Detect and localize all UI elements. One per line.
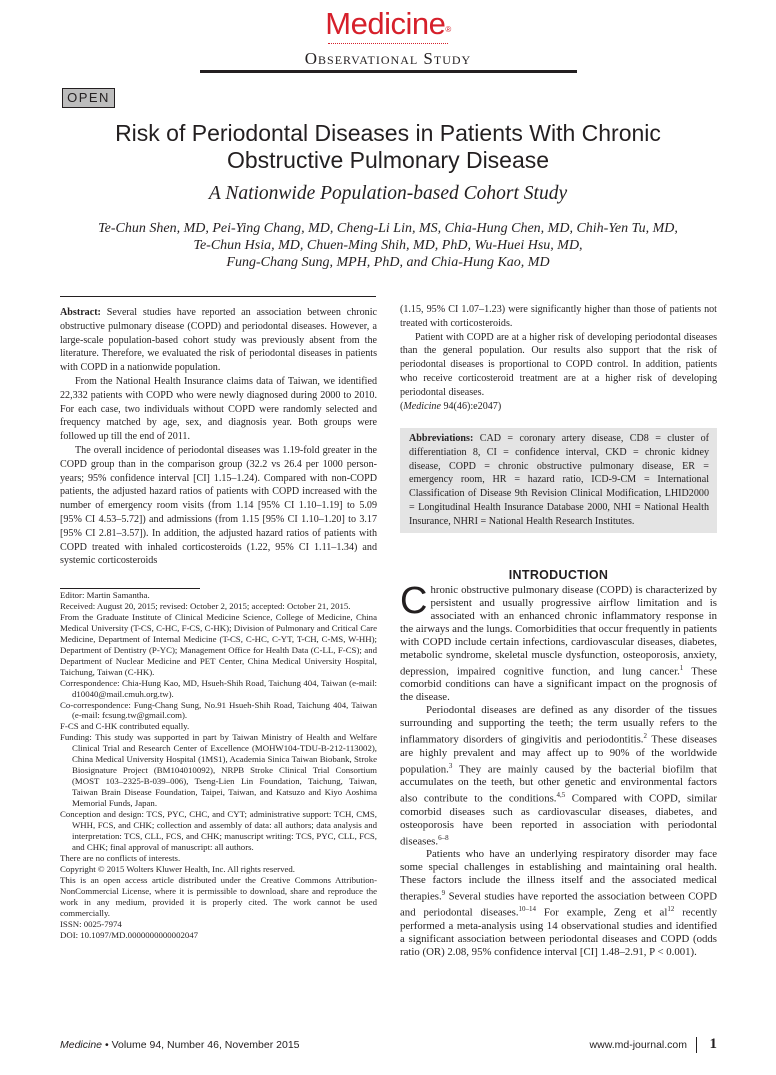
- intro-paragraph: Chronic obstructive pulmonary disease (COPD) is characterized by persistent and usually progressive airflow limitation and is associated with an enhanced chronic inflammatory response in the airways and the lungs. Comorbidities that occur frequently in patients with COPD include certain infections, cardiovascular diseases, diabetes, metabolic syndrome, skeletal muscle dysfunction, osteoporosis, anxiety, depression, impaired cognitive function, and lung cancer.$^1$ These comorbid conditions can have a significant impact on the prognosis of the disease.: [400, 580, 717, 704]
- section-rule: [200, 70, 577, 73]
- footnote-received: Received: August 20, 2015; revised: October 2, 2015; accepted: October 21, 2015.: [60, 600, 351, 611]
- footnote-rule: [60, 588, 200, 589]
- article-subtitle: A Nationwide Population-based Cohort Study: [208, 183, 568, 204]
- reference-marker: 4,5: [556, 791, 566, 800]
- journal-name: Medicine: [325, 6, 446, 41]
- author-line: Fung-Chang Sung, MPH, PhD, and Chia-Hung Kao, MD: [226, 255, 550, 270]
- intro-paragraph: Patients who have an underlying respiratory disorder may face some special challenges in establishing and maintaining oral health. These factors include the illness itself and the associated medical therapies.$^9$ Several studies have reported the association between COPD and periodontal diseases.$^{10-14}$ For example, Zeng et al$^{12}$ recently performed a meta-analysis using 14 observational studies and identified a significant association between periodontal diseases and COPD (odds ratio (OR) 2.08, 95% confidence interval [CI] 1.48–2.91, P < 0.001).: [400, 848, 717, 958]
- footnote-co-correspondence: Co-correspondence: Fung-Chang Sung, No.91 Hsueh-Shih Road, Taichung 404, Taiwan (e-mail: fcsung.tw@gmail.com).: [60, 699, 377, 721]
- abbreviations-text: CAD = coronary artery disease, CD8 = cluster of differentiation 8, CI = confidence interval, CKD = chronic kidney disease, COPD = chronic obstructive pulmonary disease, ER = emergency room, HR = hazard ratio, ICD-9-CM = International Classification of Disease 9th Revision Clinical Modification, LHID2000 = Longitudinal Health Insurance Database 2000, NHI = National Health Insurance, NHRI = National Health Research Institutes.: [409, 433, 710, 527]
- footnote-contributions: Conception and design: TCS, PYC, CHC, and CYT; administrative support: TCH, CMS, WHH, FCS, and CHK; collection and assembly of data: all authors; data analysis and interpretation: TCS, CLL, FCS, and CHK; manuscript writing: TCS, PYC, CLL, FCS, and CHK; final approval of manuscript: all authors.: [60, 809, 377, 852]
- footnote-equal-contribution: F-CS and C-HK contributed equally.: [60, 721, 190, 732]
- footnote-conflicts: There are no conflicts of interests.: [60, 852, 181, 863]
- abstract-top-rule: [60, 296, 376, 297]
- section-label: Observational Study: [304, 49, 472, 68]
- introduction-body: [400, 580, 717, 959]
- abstract-paragraph: The overall incidence of periodontal diseases was 1.19-fold greater in the COPD group than in the comparison group (32.2 vs 26.4 per 1000 person-years; 95% confidence interval [CI] 1.15–1.24). Compared with non-COPD patients, the adjusted hazard ratios of patients with COPD increased with the number of emergency room visits (from 1.14 [95% CI 1.10–1.19] to 5.09 [95% CI 4.53–5.72]) and admissions (from 1.15 [95% CI 1.10–1.20] to 3.17 [95% CI 2.81–3.57]). In addition, the adjusted hazard ratios of patients with COPD treated with inhaled corticosteroids (1.22, 95% CI 1.11–1.34) and systemic corticosteroids: [60, 444, 377, 567]
- abstract-label: Abstract:: [60, 307, 101, 318]
- citation: (Medicine 94(46):e2047): [400, 400, 502, 412]
- reference-marker: 9: [441, 888, 446, 897]
- registered-mark: ®: [445, 25, 451, 34]
- page-number: 1: [709, 1036, 717, 1052]
- footnote-doi: DOI: 10.1097/MD.0000000000002047: [60, 929, 199, 940]
- drop-cap: C: [400, 580, 428, 622]
- logo-dotted-rule: [328, 43, 448, 44]
- reference-marker: 1: [679, 663, 684, 672]
- footnote-editor: Editor: Martin Samantha.: [60, 590, 150, 600]
- reference-marker: 6–8: [438, 833, 449, 842]
- footnote-issn: ISSN: 0025-7974: [60, 918, 122, 929]
- abbreviations-box: [400, 428, 717, 533]
- reference-marker: 3: [448, 761, 453, 770]
- footer-separator: [696, 1037, 697, 1053]
- footnote-copyright: Copyright © 2015 Wolters Kluwer Health, Inc. All rights reserved.: [60, 863, 295, 874]
- footnotes: [60, 590, 377, 941]
- abstract-paragraph: Abstract: Several studies have reported an association between chronic obstructive pulmonary disease (COPD) and periodontal diseases. However, a large-scale population-based cohort study was previously absent from the literature. Therefore, we evaluated the risk of periodontal diseases in patients with COPD in a nationwide population.: [60, 307, 377, 374]
- reference-marker: 12: [667, 905, 675, 914]
- article-title: Risk of Periodontal Diseases in Patients With Chronic Obstructive Pulmonary Disease: [115, 120, 661, 173]
- introduction-heading: INTRODUCTION: [508, 568, 609, 582]
- footnote-affiliations: From the Graduate Institute of Clinical Medicine Science, College of Medicine, China Medical University (T-CS, C-HC, F-CS, C-HK); Division of Pulmonary and Critical Care Medicine, Department of Internal Medicine (T-CS, C-HC, C-YT, T-CH, C-MS, W-HH); Department of Dentistry (P-YC); Management Office for Health Data (C-LL, F-CS); and Department of Nuclear Medicine and PET Center, China Medical University Hospital, Taichung, Taiwan (C-HK).: [60, 611, 377, 677]
- open-access-badge: OPEN: [62, 88, 115, 108]
- abbreviations-label: Abbreviations:: [409, 433, 474, 444]
- abstract-paragraph: (1.15, 95% CI 1.07–1.23) were significantly higher than those of patients not treated with corticosteroids.: [400, 304, 717, 329]
- footnote-correspondence: Correspondence: Chia-Hung Kao, MD, Hsueh-Shih Road, Taichung 404, Taiwan (e-mail: d10040@mail.cmuh.org.tw).: [60, 677, 377, 699]
- reference-marker: 10–14: [518, 905, 537, 914]
- abstract-right-column: [400, 303, 717, 413]
- footnote-funding: Funding: This study was supported in part by Taiwan Ministry of Health and Welfare Clinical Trial and Research Center of Excellence (MOHW104-TDU-B-212-113002), China Medical University Hospital (1MS1), Academia Sinica Taiwan Biobank, Stroke Biosignature Project (BM104010092), NRPB Stroke Clinical Trial Consortium (MOST 103–2325-B-039–006), Tseng-Lien Lin Foundation, Taichung, Taiwan, Taiwan Brain Disease Foundation, Taipei, Taiwan, and Katsuzo and Kiyo Aoshima Memorial Funds, Japan.: [60, 732, 377, 809]
- abstract-paragraph: Patient with COPD are at a higher risk of developing periodontal diseases than the general population. Our results also support that the risk of periodontal diseases is proportional to COPD control. In addition, patients who receive corticosteroid treatment are at a higher risk of developing periodontal diseases.: [400, 331, 717, 398]
- reference-marker: 2: [643, 732, 648, 741]
- author-line: Te-Chun Hsia, MD, Chuen-Ming Shih, MD, PhD, Wu-Huei Hsu, MD,: [193, 238, 583, 253]
- author-line: Te-Chun Shen, MD, Pei-Ying Chang, MD, Cheng-Li Lin, MS, Chia-Hung Chen, MD, Chih-Yen Tu, MD,: [98, 221, 678, 236]
- author-list: [50, 220, 726, 271]
- journal-logo: [0, 6, 776, 42]
- intro-paragraph: Periodontal diseases are defined as any disorder of the tissues surrounding and supporting the teeth; the term usually refers to the inflammatory disorders of gingivitis and periodontitis.$^2$ These diseases are highly prevalent and may affect up to 90% of the worldwide population.$^3$ They are mainly caused by the bacterial biofilm that accumulates on the teeth, but other genetic and environmental factors also contribute to the conditions.$^{4,5}$ Compared with COPD, similar comorbid diseases such as cardiovascular diseases, diabetes, and osteoporosis have been reported in association with periodontal diseases.$^{6-8}$: [400, 704, 717, 848]
- abstract-paragraph: From the National Health Insurance claims data of Taiwan, we identified 22,332 patients with COPD who were newly diagnosed during 2000 to 2010. For each case, two individuals without COPD were randomly selected and frequency matched by age, sex, and diagnosis year. Both groups were followed up till the end of 2011.: [60, 375, 377, 443]
- footer-issue: Medicine • Volume 94, Number 46, November 2015: [60, 1039, 300, 1051]
- journal-url-link[interactable]: www.md-journal.com: [589, 1039, 687, 1051]
- abstract-left-column: [60, 306, 377, 568]
- footnote-license: This is an open access article distributed under the Creative Commons Attribution- NonCommercial License, where it is permissible to download, share and reproduce the work in any medium, provided it is properly cited. The work cannot be used commercially.: [60, 874, 377, 918]
